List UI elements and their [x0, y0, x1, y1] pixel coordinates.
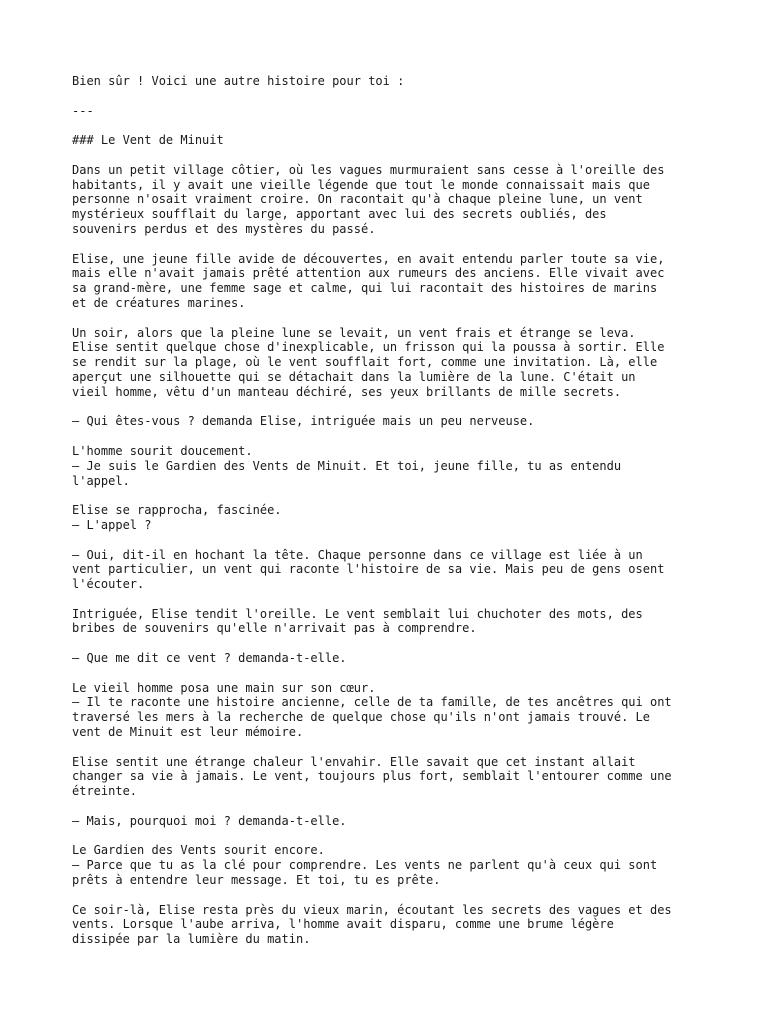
text-line: bribes de souvenirs qu'elle n'arrivait pas à comprendre. — [72, 621, 477, 636]
text-line: se rendit sur la plage, où le vent soufflait fort, comme une invitation. Là, elle — [72, 355, 658, 370]
paragraph — [72, 651, 712, 666]
text-line: vieil homme, vêtu d'un manteau déchiré, ses yeux brillants de mille secrets. — [72, 384, 622, 399]
text-line: habitants, il y avait une vieille légende que tout le monde connaissait mais que — [72, 177, 650, 192]
text-line: Elise, une jeune fille avide de découvertes, en avait entendu parler toute sa vie, — [72, 251, 665, 266]
text-line: et de créatures marines. — [72, 295, 246, 310]
paragraph — [72, 133, 712, 148]
text-line: Bien sûr ! Voici une autre histoire pour toi : — [72, 74, 405, 88]
paragraph — [72, 607, 712, 637]
text-line: mais elle n'avait jamais prêté attention aux rumeurs des anciens. Elle vivait avec — [72, 266, 665, 281]
paragraph — [72, 74, 712, 89]
paragraph — [72, 414, 712, 429]
text-line: souvenirs perdus et des mystères du passé. — [72, 221, 376, 236]
text-line: vents. Lorsque l'aube arriva, l'homme avait disparu, comme une brume légère — [72, 917, 614, 932]
text-line: Un soir, alors que la pleine lune se levait, un vent frais et étrange se leva. — [72, 325, 636, 340]
paragraph — [72, 681, 712, 740]
text-line: Intriguée, Elise tendit l'oreille. Le vent semblait lui chuchoter des mots, des — [72, 606, 643, 621]
paragraph — [72, 755, 712, 799]
text-line: – Il te raconte une histoire ancienne, celle de ta famille, de tes ancêtres qui ont — [72, 695, 672, 710]
text-line: Ce soir-là, Elise resta près du vieux marin, écoutant les secrets des vagues et des — [72, 902, 672, 917]
text-line: traversé les mers à la recherche de quelque chose qu'ils n'ont jamais trouvé. Le — [72, 710, 650, 725]
text-line: prêts à entendre leur message. Et toi, tu es prête. — [72, 873, 441, 888]
paragraph — [72, 903, 712, 947]
text-line: mystérieux soufflait du large, apportant avec lui des secrets oubliés, des — [72, 207, 607, 222]
paragraph — [72, 548, 712, 592]
document-page — [72, 74, 712, 962]
text-line: Elise sentit une étrange chaleur l'envahir. Elle savait que cet instant allait — [72, 754, 636, 769]
text-line: sa grand-mère, une femme sage et calme, qui lui racontait des histoires de marins — [72, 281, 658, 296]
text-line: étreinte. — [72, 784, 138, 799]
paragraph — [72, 814, 712, 829]
text-line: --- — [72, 103, 94, 118]
text-line: Elise sentit quelque chose d'inexplicable, un frisson qui la poussa à sortir. Elle — [72, 340, 665, 355]
paragraph — [72, 104, 712, 119]
text-line: – Je suis le Gardien des Vents de Minuit. Et toi, jeune fille, tu as entendu — [72, 458, 622, 473]
text-line: l'écouter. — [72, 577, 145, 592]
text-line: changer sa vie à jamais. Le vent, toujours plus fort, semblait l'entourer comme une — [72, 769, 672, 784]
paragraph — [72, 252, 712, 311]
text-line: Le vieil homme posa une main sur son cœur. — [72, 680, 376, 695]
text-line: vent particulier, un vent qui raconte l'histoire de sa vie. Mais peu de gens osent — [72, 562, 665, 577]
text-line: personne n'osait vraiment croire. On racontait qu'à chaque pleine lune, un vent — [72, 192, 643, 207]
paragraph — [72, 326, 712, 400]
text-line: dissipée par la lumière du matin. — [72, 932, 311, 947]
text-line: – Que me dit ce vent ? demanda-t-elle. — [72, 651, 347, 666]
text-line: ### Le Vent de Minuit — [72, 133, 224, 148]
text-line: Le Gardien des Vents sourit encore. — [72, 843, 325, 858]
text-line: Elise se rapprocha, fascinée. — [72, 503, 282, 518]
text-line: – Mais, pourquoi moi ? demanda-t-elle. — [72, 813, 347, 828]
text-line: l'appel. — [72, 473, 130, 488]
text-line: – Parce que tu as la clé pour comprendre. Les vents ne parlent qu'à ceux qui sont — [72, 858, 658, 873]
text-line: – L'appel ? — [72, 517, 152, 532]
text-line: Dans un petit village côtier, où les vagues murmuraient sans cesse à l'oreille des — [72, 162, 665, 177]
paragraph — [72, 503, 712, 533]
paragraph — [72, 843, 712, 887]
text-line: L'homme sourit doucement. — [72, 443, 253, 458]
text-line: aperçut une silhouette qui se détachait dans la lumière de la lune. C'était un — [72, 369, 636, 384]
text-line: – Qui êtes-vous ? demanda Elise, intriguée mais un peu nerveuse. — [72, 414, 535, 429]
text-line: vent de Minuit est leur mémoire. — [72, 725, 304, 740]
text-line: – Oui, dit-il en hochant la tête. Chaque personne dans ce village est liée à un — [72, 547, 643, 562]
paragraph — [72, 444, 712, 488]
paragraph — [72, 163, 712, 237]
